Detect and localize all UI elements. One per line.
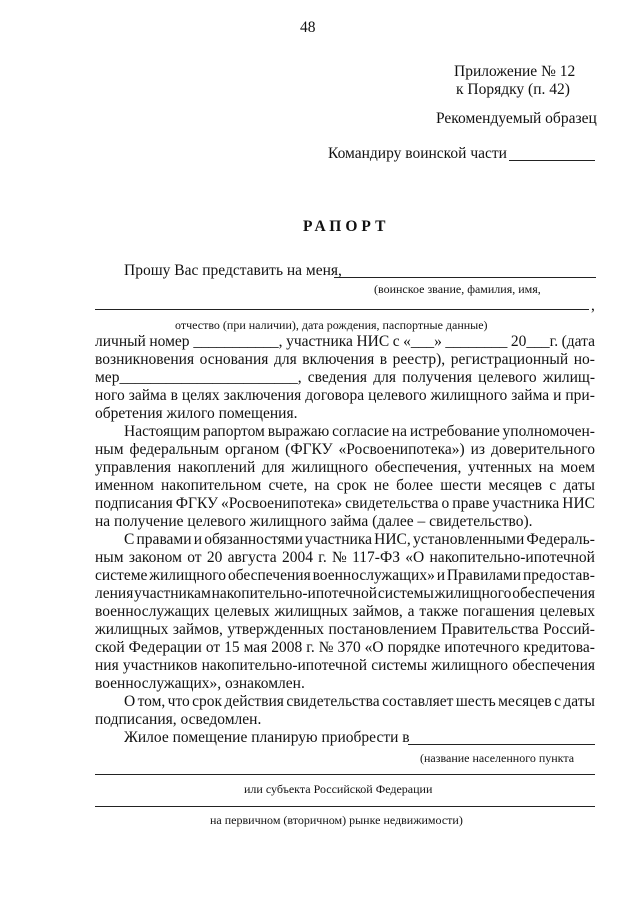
paragraph-3-line: ской Федерации от 15 мая 2008 г. № 370 «О порядке ипотечного кредитова- bbox=[95, 639, 595, 656]
subject-line bbox=[95, 774, 595, 775]
unit-number-line bbox=[509, 160, 595, 161]
page-number: 48 bbox=[300, 19, 316, 36]
paragraph-2-line: Настоящим рапортом выражаю согласие на истребование уполномочен- bbox=[124, 423, 595, 440]
line-comma: , bbox=[591, 297, 595, 314]
personal-data-line bbox=[95, 309, 589, 310]
paragraph-3-line: военнослужащих целевых жилищных займов, а также погашения целевых bbox=[95, 603, 595, 620]
request-intro: Прошу Вас представить на меня, bbox=[124, 262, 342, 279]
settlement-name-line bbox=[408, 744, 595, 745]
addressee: Командиру воинской части bbox=[328, 145, 507, 162]
paragraph-2-line: ным федеральным органом (ФГКУ «Росвоенипотека») из доверительного bbox=[95, 441, 595, 458]
document-title: РАПОРТ bbox=[303, 218, 390, 235]
paragraph-1-last-line: обретения жилого помещения. bbox=[95, 405, 298, 422]
market-hint: на первичном (вторичном) рынке недвижимости) bbox=[210, 813, 463, 827]
paragraph-1-line: личный номер ___________, участника НИС с «___» ________ 20___г. (дата bbox=[95, 333, 595, 350]
paragraph-3-line: системе жилищного обеспечения военнослужащих» и Правилами предостав- bbox=[95, 567, 595, 584]
paragraph-2-last-line: на получение целевого жилищного займа (далее – свидетельство). bbox=[95, 513, 533, 530]
market-line bbox=[95, 806, 595, 807]
paragraph-2-line: управления накоплений для жилищного обеспечения, учтенных на моем bbox=[95, 459, 595, 476]
settlement-name-hint: (название населенного пункта bbox=[420, 751, 575, 765]
paragraph-3-line: ния участников накопительно-ипотечной системы жилищного обеспечения bbox=[95, 657, 595, 674]
housing-intro: Жилое помещение планирую приобрести в bbox=[124, 729, 410, 746]
appendix-label: Приложение № 12 bbox=[454, 63, 576, 80]
rank-name-line bbox=[334, 277, 596, 278]
paragraph-4-line: О том, что срок действия свидетельства составляет шесть месяцев с даты bbox=[124, 693, 595, 710]
personal-data-hint: отчество (при наличии), дата рождения, паспортные данные) bbox=[175, 318, 488, 332]
rank-name-hint: (воинское звание, фамилия, имя, bbox=[374, 282, 541, 296]
paragraph-2-line: подписания ФГКУ «Росвоенипотека» свидетельства о праве участника НИС bbox=[95, 495, 595, 512]
paragraph-1-line: мер_______________________, сведения для получения целевого жилищ- bbox=[95, 369, 595, 386]
sample-note: Рекомендуемый образец bbox=[436, 110, 597, 127]
paragraph-3-line: ления участникам накопительно-ипотечной системы жилищного обеспечения bbox=[95, 585, 595, 602]
paragraph-3-line: жилищных займов, утвержденных постановлением Правительства Россий- bbox=[95, 621, 595, 638]
paragraph-3-line: ным законом от 20 августа 2004 г. № 117-ФЗ «О накопительно-ипотечной bbox=[95, 549, 595, 566]
paragraph-2-line: именном накопительном счете, на срок не более шести месяцев с даты bbox=[95, 477, 595, 494]
paragraph-3-last-line: военнослужащих», ознакомлен. bbox=[95, 675, 305, 692]
subject-hint: или субъекта Российской Федерации bbox=[244, 782, 433, 796]
order-reference: к Порядку (п. 42) bbox=[456, 81, 570, 98]
paragraph-1-line: ного займа в целях заключения договора целевого жилищного займа и при- bbox=[95, 387, 595, 404]
paragraph-4-last-line: подписания, осведомлен. bbox=[95, 711, 262, 728]
paragraph-1-line: возникновения основания для включения в реестр), регистрационный но- bbox=[95, 351, 595, 368]
paragraph-3-line: С правами и обязанностями участника НИС, установленными Федераль- bbox=[124, 531, 595, 548]
